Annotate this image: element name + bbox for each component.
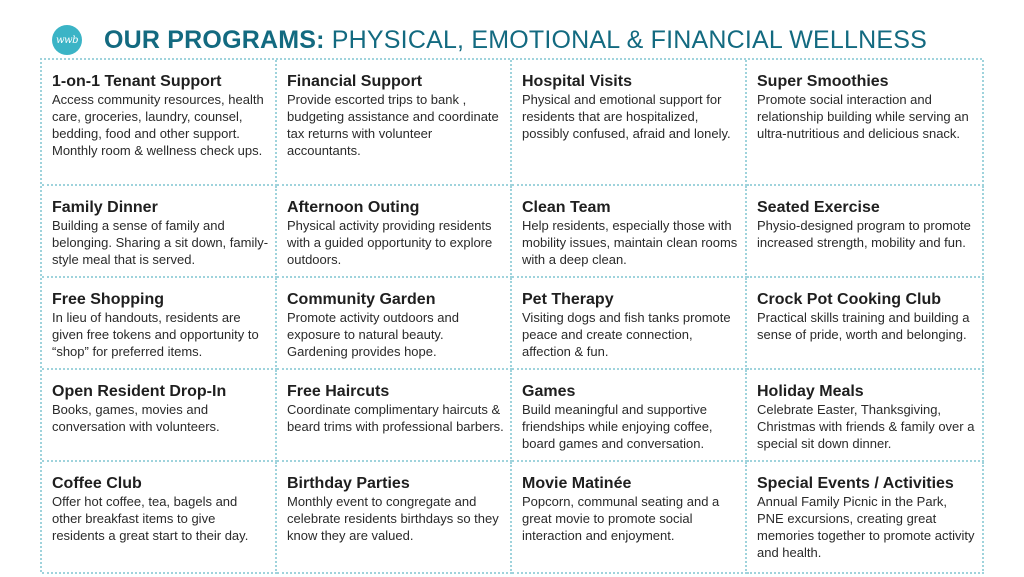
program-title: Crock Pot Cooking Club xyxy=(757,291,941,308)
page-title-rest: PHYSICAL, EMOTIONAL & FINANCIAL WELLNESS xyxy=(324,25,927,54)
program-card xyxy=(512,278,747,370)
logo-text: wwb xyxy=(55,34,79,46)
program-title: Free Shopping xyxy=(52,291,164,308)
program-title: Community Garden xyxy=(287,291,436,308)
program-title: Free Haircuts xyxy=(287,383,390,400)
program-card xyxy=(747,462,984,574)
program-title: Family Dinner xyxy=(52,199,158,216)
program-description: Monthly event to congregate and celebrate residents birthdays so they know they are valued. xyxy=(287,494,499,543)
program-card xyxy=(42,60,277,186)
program-title: Afternoon Outing xyxy=(287,199,420,216)
program-card xyxy=(277,370,512,462)
program-description: Offer hot coffee, tea, bagels and other breakfast items to give residents a great start to their day. xyxy=(52,494,249,543)
program-title: Coffee Club xyxy=(52,475,142,492)
program-card xyxy=(747,278,984,370)
program-description: Promote social interaction and relationship building while serving an ultra-nutritious and delicious snack. xyxy=(757,92,969,141)
program-description: Physical and emotional support for residents that are hospitalized, possibly confused, afraid and lonely. xyxy=(522,92,731,141)
program-title: Clean Team xyxy=(522,199,611,216)
program-description: Annual Family Picnic in the Park, PNE excursions, creating great memories together to promote activity and health. xyxy=(757,494,975,560)
program-description: Physical activity providing residents with a guided opportunity to explore outdoors. xyxy=(287,218,493,267)
page-title xyxy=(104,26,927,55)
program-description: Books, games, movies and conversation with volunteers. xyxy=(52,402,220,434)
program-card xyxy=(747,186,984,278)
program-card xyxy=(277,462,512,574)
program-title: Financial Support xyxy=(287,73,423,90)
program-card xyxy=(512,60,747,186)
program-title: Open Resident Drop-In xyxy=(52,383,227,400)
page-title-bold: OUR PROGRAMS: xyxy=(104,25,325,54)
program-description: Build meaningful and supportive friendships while enjoying coffee, board games and conversation. xyxy=(522,402,713,451)
wwb-logo xyxy=(52,25,82,55)
program-card xyxy=(512,462,747,574)
program-description: Visiting dogs and fish tanks promote peace and create connection, affection & fun. xyxy=(522,310,731,359)
program-title: Special Events / Activities xyxy=(757,475,954,492)
program-card xyxy=(747,60,984,186)
program-description: Promote activity outdoors and exposure to natural beauty. Gardening provides hope. xyxy=(287,310,459,359)
program-description: Access community resources, health care, groceries, laundry, counsel, bedding, food and other support. Monthly room & wellness check ups. xyxy=(52,92,264,158)
program-title: Seated Exercise xyxy=(757,199,880,216)
program-card xyxy=(277,278,512,370)
program-card xyxy=(277,186,512,278)
program-title: Super Smoothies xyxy=(757,73,889,90)
program-description: Help residents, especially those with mobility issues, maintain clean rooms with a deep clean. xyxy=(522,218,738,267)
program-description: Popcorn, communal seating and a great movie to promote social interaction and enjoyment. xyxy=(522,494,720,543)
program-title: Birthday Parties xyxy=(287,475,410,492)
program-description: In lieu of handouts, residents are given free tokens and opportunity to “shop” for preferred items. xyxy=(52,310,259,359)
program-card xyxy=(42,370,277,462)
page-header xyxy=(52,22,927,58)
programs-grid xyxy=(40,58,982,572)
program-card xyxy=(512,186,747,278)
program-title: Holiday Meals xyxy=(757,383,864,400)
program-description: Building a sense of family and belonging. Sharing a sit down, family-style meal that is served. xyxy=(52,218,269,267)
program-card xyxy=(512,370,747,462)
program-title: Movie Matinée xyxy=(522,475,632,492)
program-title: Pet Therapy xyxy=(522,291,614,308)
program-title: 1-on-1 Tenant Support xyxy=(52,73,222,90)
program-title: Games xyxy=(522,383,576,400)
program-description: Provide escorted trips to bank , budgeting assistance and coordinate tax returns with volunteer accountants. xyxy=(287,92,499,158)
program-card xyxy=(277,60,512,186)
program-card xyxy=(42,186,277,278)
program-description: Physio-designed program to promote increased strength, mobility and fun. xyxy=(757,218,971,250)
program-card xyxy=(42,462,277,574)
program-description: Celebrate Easter, Thanksgiving, Christmas with friends & family over a special sit down dinner. xyxy=(757,402,975,451)
program-title: Hospital Visits xyxy=(522,73,632,90)
program-card xyxy=(747,370,984,462)
program-card xyxy=(42,278,277,370)
program-description: Practical skills training and building a sense of pride, worth and belonging. xyxy=(757,310,970,342)
program-description: Coordinate complimentary haircuts & beard trims with professional barbers. xyxy=(287,402,504,434)
